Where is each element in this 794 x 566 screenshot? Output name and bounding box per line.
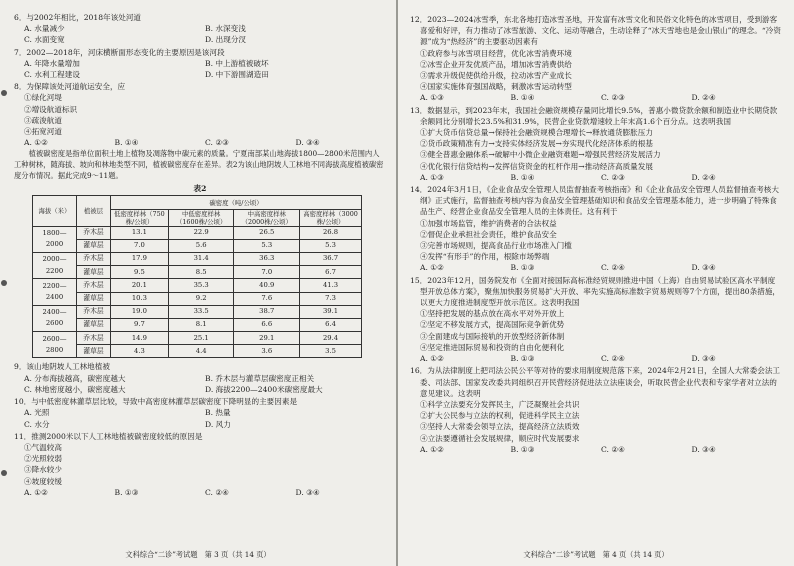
page-4-content bbox=[410, 14, 782, 456]
answer-option: D. 出现分汊 bbox=[205, 35, 247, 45]
layer-cell: 乔木层 bbox=[77, 332, 111, 345]
answer-option: C. ②④ bbox=[601, 354, 625, 364]
question-stem: 6．与2002年相比，2018年该处河道 bbox=[14, 13, 142, 22]
carbon-density-table bbox=[32, 195, 362, 358]
question-stem: 7．2002—2018年，河床横断面形态变化的主要原因是该河段 bbox=[14, 47, 225, 57]
statement-item: ②增设航道标识 bbox=[24, 104, 78, 114]
statement-item: ①加强市场监管，维护消费者的合法权益 bbox=[420, 218, 557, 228]
answer-options bbox=[14, 137, 386, 148]
answer-option: C. ②③ bbox=[601, 172, 625, 182]
altitude-cell: 2400—2600 bbox=[33, 305, 77, 331]
table-row bbox=[33, 332, 362, 345]
header-density-2: 中高密度样林（2000株/公顷） bbox=[234, 209, 300, 226]
value-cell: 36.3 bbox=[234, 252, 300, 265]
statement-item: ④立法要遵循社会发展规律，顺应时代发展要求 bbox=[420, 433, 580, 443]
answer-option: D. ③④ bbox=[691, 444, 716, 454]
answer-options bbox=[410, 92, 782, 103]
table-row bbox=[33, 318, 362, 331]
question-stem: 12．2023—2024冰雪季，东北各地打造冰雪圣地，开发富有冰雪文化和民俗文化特色的冰雪项目，受到游客喜爱和好评，有力推动了冰雪旅游、文化、运动等融合，生动诠释了“冰天雪地也是金山银山”的理念。“冷资源”成为“热经济”的主要驱动因素有 bbox=[410, 15, 781, 47]
passage: 植被碳密度是指单位面积土地上植物及凋落物中碳元素的质量。宁夏南部某山地海拔1800—2800米范围内人工种树林，随海拔、坡向和林地类型不同，植被碳密度存在差异。表2为该山地阴坡人工林地不同海拔高度植被碳密度分布情况。据此完成9～11题。 bbox=[14, 149, 384, 180]
table-row bbox=[33, 266, 362, 279]
statement-item: ②货币政策精准有力→支持实体经济发展→夯实现代化经济体系的根基 bbox=[420, 139, 653, 149]
question-stem: 10．与中低密度林灌草层比较，导致中高密度林灌草层碳密度下降明显的主要因素是 bbox=[14, 397, 298, 407]
value-cell: 40.9 bbox=[234, 279, 300, 292]
answer-option: D. ③④ bbox=[691, 263, 716, 273]
question-stem: 16．为从法律制度上把司法公民公平等对待的要求用制度规范落下来，2024年2月21日，全国人大常委会法工委、司法部、国家发改委共同组织召开民营经济促进法立法座谈会，听取民营企业代表和专家学者对立法的意见建议。这表明 bbox=[410, 366, 781, 398]
binding-holes bbox=[0, 0, 8, 566]
answer-option: C. ②④ bbox=[205, 487, 229, 497]
value-cell: 7.0 bbox=[111, 239, 169, 252]
answer-option: B. 乔木层与灌草层碳密度正相关 bbox=[205, 373, 315, 383]
value-cell: 6.6 bbox=[234, 318, 300, 331]
statement-item: ④坚定推进国际贸易和投资的自由化便利化 bbox=[420, 342, 565, 352]
exam-page-4 bbox=[398, 0, 794, 566]
answer-option: D. ③④ bbox=[295, 487, 320, 497]
answer-option: A. ①② bbox=[420, 263, 444, 273]
value-cell: 9.7 bbox=[111, 318, 169, 331]
answer-option: B. ①③ bbox=[510, 444, 535, 454]
page-3-content bbox=[14, 12, 386, 499]
question bbox=[14, 431, 386, 498]
question-stem: 8．为保障该处河道航运安全，应 bbox=[14, 82, 126, 92]
value-cell: 6.4 bbox=[300, 318, 362, 331]
header-density-0: 低密度样林（750株/公顷） bbox=[111, 209, 169, 226]
answer-options bbox=[410, 262, 782, 273]
answer-option: C. ②④ bbox=[601, 444, 625, 454]
layer-cell: 灌草层 bbox=[77, 318, 111, 331]
table-row bbox=[33, 226, 362, 239]
question bbox=[14, 81, 386, 148]
statement-item: ②督促企业承担社会责任，维护食品安全 bbox=[420, 229, 557, 239]
answer-option: A. ①③ bbox=[420, 93, 444, 103]
table-caption: 表2 bbox=[193, 184, 207, 194]
statement-item: ④国家实施体育强国战略，刺激冰雪运动转型 bbox=[420, 82, 572, 92]
value-cell: 25.1 bbox=[168, 332, 234, 345]
statement-item: ③疏浚航道 bbox=[24, 115, 62, 125]
question-stem: 13．数据显示，到2023年末，我国社会融资规模存量同比增长9.5%，普惠小微贷款余额和制造业中长期贷款余额同比分别增长23.5%和31.9%，民营企业贷款增速较上年末高1.6个百分点。这表明我国 bbox=[410, 105, 778, 126]
answer-options bbox=[14, 23, 386, 45]
value-cell: 22.9 bbox=[168, 226, 234, 239]
question-group-6-8 bbox=[14, 12, 386, 148]
page-footer: 文科综合“二诊”考试题 第 3 页（共 14 页） bbox=[125, 550, 271, 559]
value-cell: 26.8 bbox=[300, 226, 362, 239]
value-cell: 4.4 bbox=[168, 345, 234, 358]
altitude-cell: 2000—2200 bbox=[33, 252, 77, 278]
value-cell: 29.4 bbox=[300, 332, 362, 345]
value-cell: 35.3 bbox=[168, 279, 234, 292]
answer-option: C. 水利工程建设 bbox=[24, 70, 80, 80]
table-row bbox=[33, 345, 362, 358]
exam-page-3 bbox=[0, 0, 396, 566]
statement-item: ①扩大货币信贷总量→保持社会融资规模合理增长→释放通货膨胀压力 bbox=[420, 128, 653, 138]
statement-item: ③需求升级促使供给升级，拉动冰雪产业成长 bbox=[420, 71, 572, 81]
value-cell: 4.3 bbox=[111, 345, 169, 358]
answer-option: C. ②④ bbox=[601, 263, 625, 273]
value-cell: 10.3 bbox=[111, 292, 169, 305]
page-footer: 文科综合“二诊”考试题 第 4 页（共 14 页） bbox=[523, 550, 669, 559]
statement-item: ①绿化河堤 bbox=[24, 93, 62, 103]
value-cell: 7.0 bbox=[234, 266, 300, 279]
answer-options bbox=[410, 353, 782, 364]
value-cell: 41.3 bbox=[300, 279, 362, 292]
question-stem: 14．2024年3月1日，《企业食品安全管理人员监督抽查考核指南》和《企业食品安全管理人员监督抽查考核大纲》正式施行，监督抽查考核内容为食品安全管理基础知识和食品安全管理基本能力，进一步明确了特殊食品生产、经营企业食品安全管理人员的主体责任。这有利于 bbox=[410, 185, 779, 217]
answer-option: C. 林地密度越小，碳密度越大 bbox=[24, 384, 126, 394]
question-stem: 15．2023年12月，国务院发布《全面对接国际高标准经贸规则推进中国（上海）自由贸易试验区高水平制度型开放总体方案》，聚焦加快服务贸易扩大开放、率先实施高标准数字贸易规则等7个方面，提出80条措施，以更大力度推进制度型开放示范区。这表明我国 bbox=[410, 275, 781, 308]
answer-option: B. ①④ bbox=[510, 172, 535, 182]
table-body bbox=[33, 226, 362, 358]
answer-option: B. ①③ bbox=[114, 487, 139, 497]
answer-option: D. ②④ bbox=[691, 172, 716, 182]
answer-options bbox=[14, 487, 386, 498]
answer-option: C. 水面变宽 bbox=[24, 35, 65, 45]
statement-item: ①坚持把发展的基点放在高水平对外开放上 bbox=[420, 309, 565, 319]
answer-option: A. 光照 bbox=[24, 408, 50, 418]
value-cell: 6.7 bbox=[300, 266, 362, 279]
value-cell: 8.1 bbox=[168, 318, 234, 331]
value-cell: 29.1 bbox=[234, 332, 300, 345]
value-cell: 9.5 bbox=[111, 266, 169, 279]
answer-options bbox=[410, 444, 782, 455]
layer-cell: 灌草层 bbox=[77, 292, 111, 305]
answer-option: A. 年降水量增加 bbox=[24, 58, 80, 68]
table-row bbox=[33, 252, 362, 265]
answer-option: B. ①③ bbox=[510, 354, 535, 364]
question bbox=[14, 396, 386, 430]
header-layer: 植被层 bbox=[77, 196, 111, 226]
table-row bbox=[33, 305, 362, 318]
value-cell: 3.6 bbox=[234, 345, 300, 358]
answer-option: C. ②③ bbox=[205, 138, 229, 148]
statement-item: ③健全普惠金融体系→破解中小微企业融资难题→增强民营经济发展活力 bbox=[420, 150, 661, 160]
value-cell: 5.6 bbox=[168, 239, 234, 252]
question bbox=[410, 14, 782, 104]
layer-cell: 灌草层 bbox=[77, 239, 111, 252]
statement-item: ③坚持人大常委会领导立法，提高经济立法质效 bbox=[420, 422, 580, 432]
statement-item: ④拓宽河道 bbox=[24, 127, 62, 137]
answer-option: B. ①④ bbox=[114, 138, 139, 148]
question bbox=[410, 275, 782, 365]
answer-option: C. ②③ bbox=[601, 93, 625, 103]
answer-option: A. ①② bbox=[24, 487, 48, 497]
answer-option: A. ①③ bbox=[420, 172, 444, 182]
question bbox=[410, 105, 782, 183]
binding-hole bbox=[1, 280, 7, 286]
value-cell: 14.9 bbox=[111, 332, 169, 345]
question-group-12-16 bbox=[410, 14, 782, 455]
value-cell: 7.3 bbox=[300, 292, 362, 305]
answer-option: C. 水分 bbox=[24, 419, 50, 429]
table-row bbox=[33, 239, 362, 252]
answer-options bbox=[410, 172, 782, 183]
answer-options bbox=[14, 407, 386, 429]
answer-option: D. 海拔2200—2400米碳密度最大 bbox=[205, 384, 323, 394]
statement-item: ④优化银行信贷结构→发挥信贷资金的杠杆作用→推动经济高质量发展 bbox=[420, 161, 653, 171]
answer-option: D. ③④ bbox=[691, 354, 716, 364]
altitude-cell: 2200—2400 bbox=[33, 279, 77, 305]
value-cell: 13.1 bbox=[111, 226, 169, 239]
question bbox=[14, 47, 386, 81]
question-stem: 11．推测2000米以下人工林地植被碳密度较低的原因是 bbox=[14, 431, 203, 441]
statement-item: ②光照较弱 bbox=[24, 454, 62, 464]
answer-options bbox=[14, 373, 386, 395]
layer-cell: 灌草层 bbox=[77, 266, 111, 279]
binding-hole bbox=[1, 90, 7, 96]
answer-option: A. ①② bbox=[420, 444, 444, 454]
value-cell: 26.5 bbox=[234, 226, 300, 239]
statement-item: ②扩大公民参与立法的权利，促进科学民主立法 bbox=[420, 411, 580, 421]
value-cell: 39.1 bbox=[300, 305, 362, 318]
value-cell: 36.7 bbox=[300, 252, 362, 265]
statement-item: ①科学立法要充分发挥民主，广泛凝聚社会共识 bbox=[420, 399, 580, 409]
value-cell: 3.5 bbox=[300, 345, 362, 358]
answer-option: A. ①② bbox=[420, 354, 444, 364]
answer-option: D. ③④ bbox=[295, 138, 320, 148]
value-cell: 9.2 bbox=[168, 292, 234, 305]
layer-cell: 灌草层 bbox=[77, 345, 111, 358]
answer-option: B. 水深变浅 bbox=[205, 24, 246, 34]
answer-option: A. 水量减少 bbox=[24, 24, 65, 34]
answer-option: A. 分布海拔越高，碳密度越大 bbox=[24, 373, 126, 383]
statement-item: ②坚定不移发展方式，提高国际竞争新优势 bbox=[420, 320, 565, 330]
answer-option: D. 风力 bbox=[205, 419, 231, 429]
answer-option: D. 中下游围湖造田 bbox=[205, 70, 269, 80]
question bbox=[410, 365, 782, 455]
header-density-1: 中低密度样林（1600株/公顷） bbox=[168, 209, 234, 226]
header-unit: 碳密度（吨/公顷） bbox=[111, 196, 362, 209]
value-cell: 33.5 bbox=[168, 305, 234, 318]
question bbox=[14, 12, 386, 46]
value-cell: 8.5 bbox=[168, 266, 234, 279]
answer-option: D. ②④ bbox=[691, 93, 716, 103]
question bbox=[410, 184, 782, 274]
answer-option: B. 中上游植被破坏 bbox=[205, 58, 269, 68]
statement-item: ③完善市场规则，提高食品行业市场准入门槛 bbox=[420, 241, 572, 251]
header-altitude: 海拔（米） bbox=[33, 196, 77, 226]
statement-item: ②冰雪企业开发优质产品，增加冰雪消费供给 bbox=[420, 59, 572, 69]
question-group-9-11 bbox=[14, 361, 386, 497]
statement-item: ①气温较高 bbox=[24, 442, 62, 452]
value-cell: 17.9 bbox=[111, 252, 169, 265]
answer-option: B. ①④ bbox=[510, 93, 535, 103]
value-cell: 5.3 bbox=[300, 239, 362, 252]
statement-item: ③降水较少 bbox=[24, 465, 62, 475]
value-cell: 19.0 bbox=[111, 305, 169, 318]
table-row bbox=[33, 279, 362, 292]
answer-option: B. ①③ bbox=[510, 263, 535, 273]
binding-hole bbox=[1, 470, 7, 476]
value-cell: 7.6 bbox=[234, 292, 300, 305]
question bbox=[14, 361, 386, 395]
value-cell: 5.3 bbox=[234, 239, 300, 252]
altitude-cell: 1800—2000 bbox=[33, 226, 77, 252]
value-cell: 20.1 bbox=[111, 279, 169, 292]
answer-option: B. 热量 bbox=[205, 408, 231, 418]
value-cell: 38.7 bbox=[234, 305, 300, 318]
statement-item: ①政府参与冰雪项目经营，优化冰雪消费环境 bbox=[420, 48, 572, 58]
statement-item: ④发挥“有形手”的作用，根除市场弊端 bbox=[420, 252, 550, 262]
layer-cell: 乔木层 bbox=[77, 279, 111, 292]
altitude-cell: 2600—2800 bbox=[33, 332, 77, 358]
value-cell: 31.4 bbox=[168, 252, 234, 265]
layer-cell: 乔木层 bbox=[77, 252, 111, 265]
answer-option: A. ①② bbox=[24, 138, 48, 148]
table-row bbox=[33, 292, 362, 305]
header-density-3: 高密度样林（3000株/公顷） bbox=[300, 209, 362, 226]
statement-item: ③全面建成与国际接轨的开放型经济新体制 bbox=[420, 331, 565, 341]
statement-item: ④坡度较缓 bbox=[24, 476, 62, 486]
answer-options bbox=[14, 58, 386, 80]
layer-cell: 乔木层 bbox=[77, 226, 111, 239]
layer-cell: 乔木层 bbox=[77, 305, 111, 318]
question-stem: 9．该山地阴坡人工林地植被 bbox=[14, 362, 110, 372]
